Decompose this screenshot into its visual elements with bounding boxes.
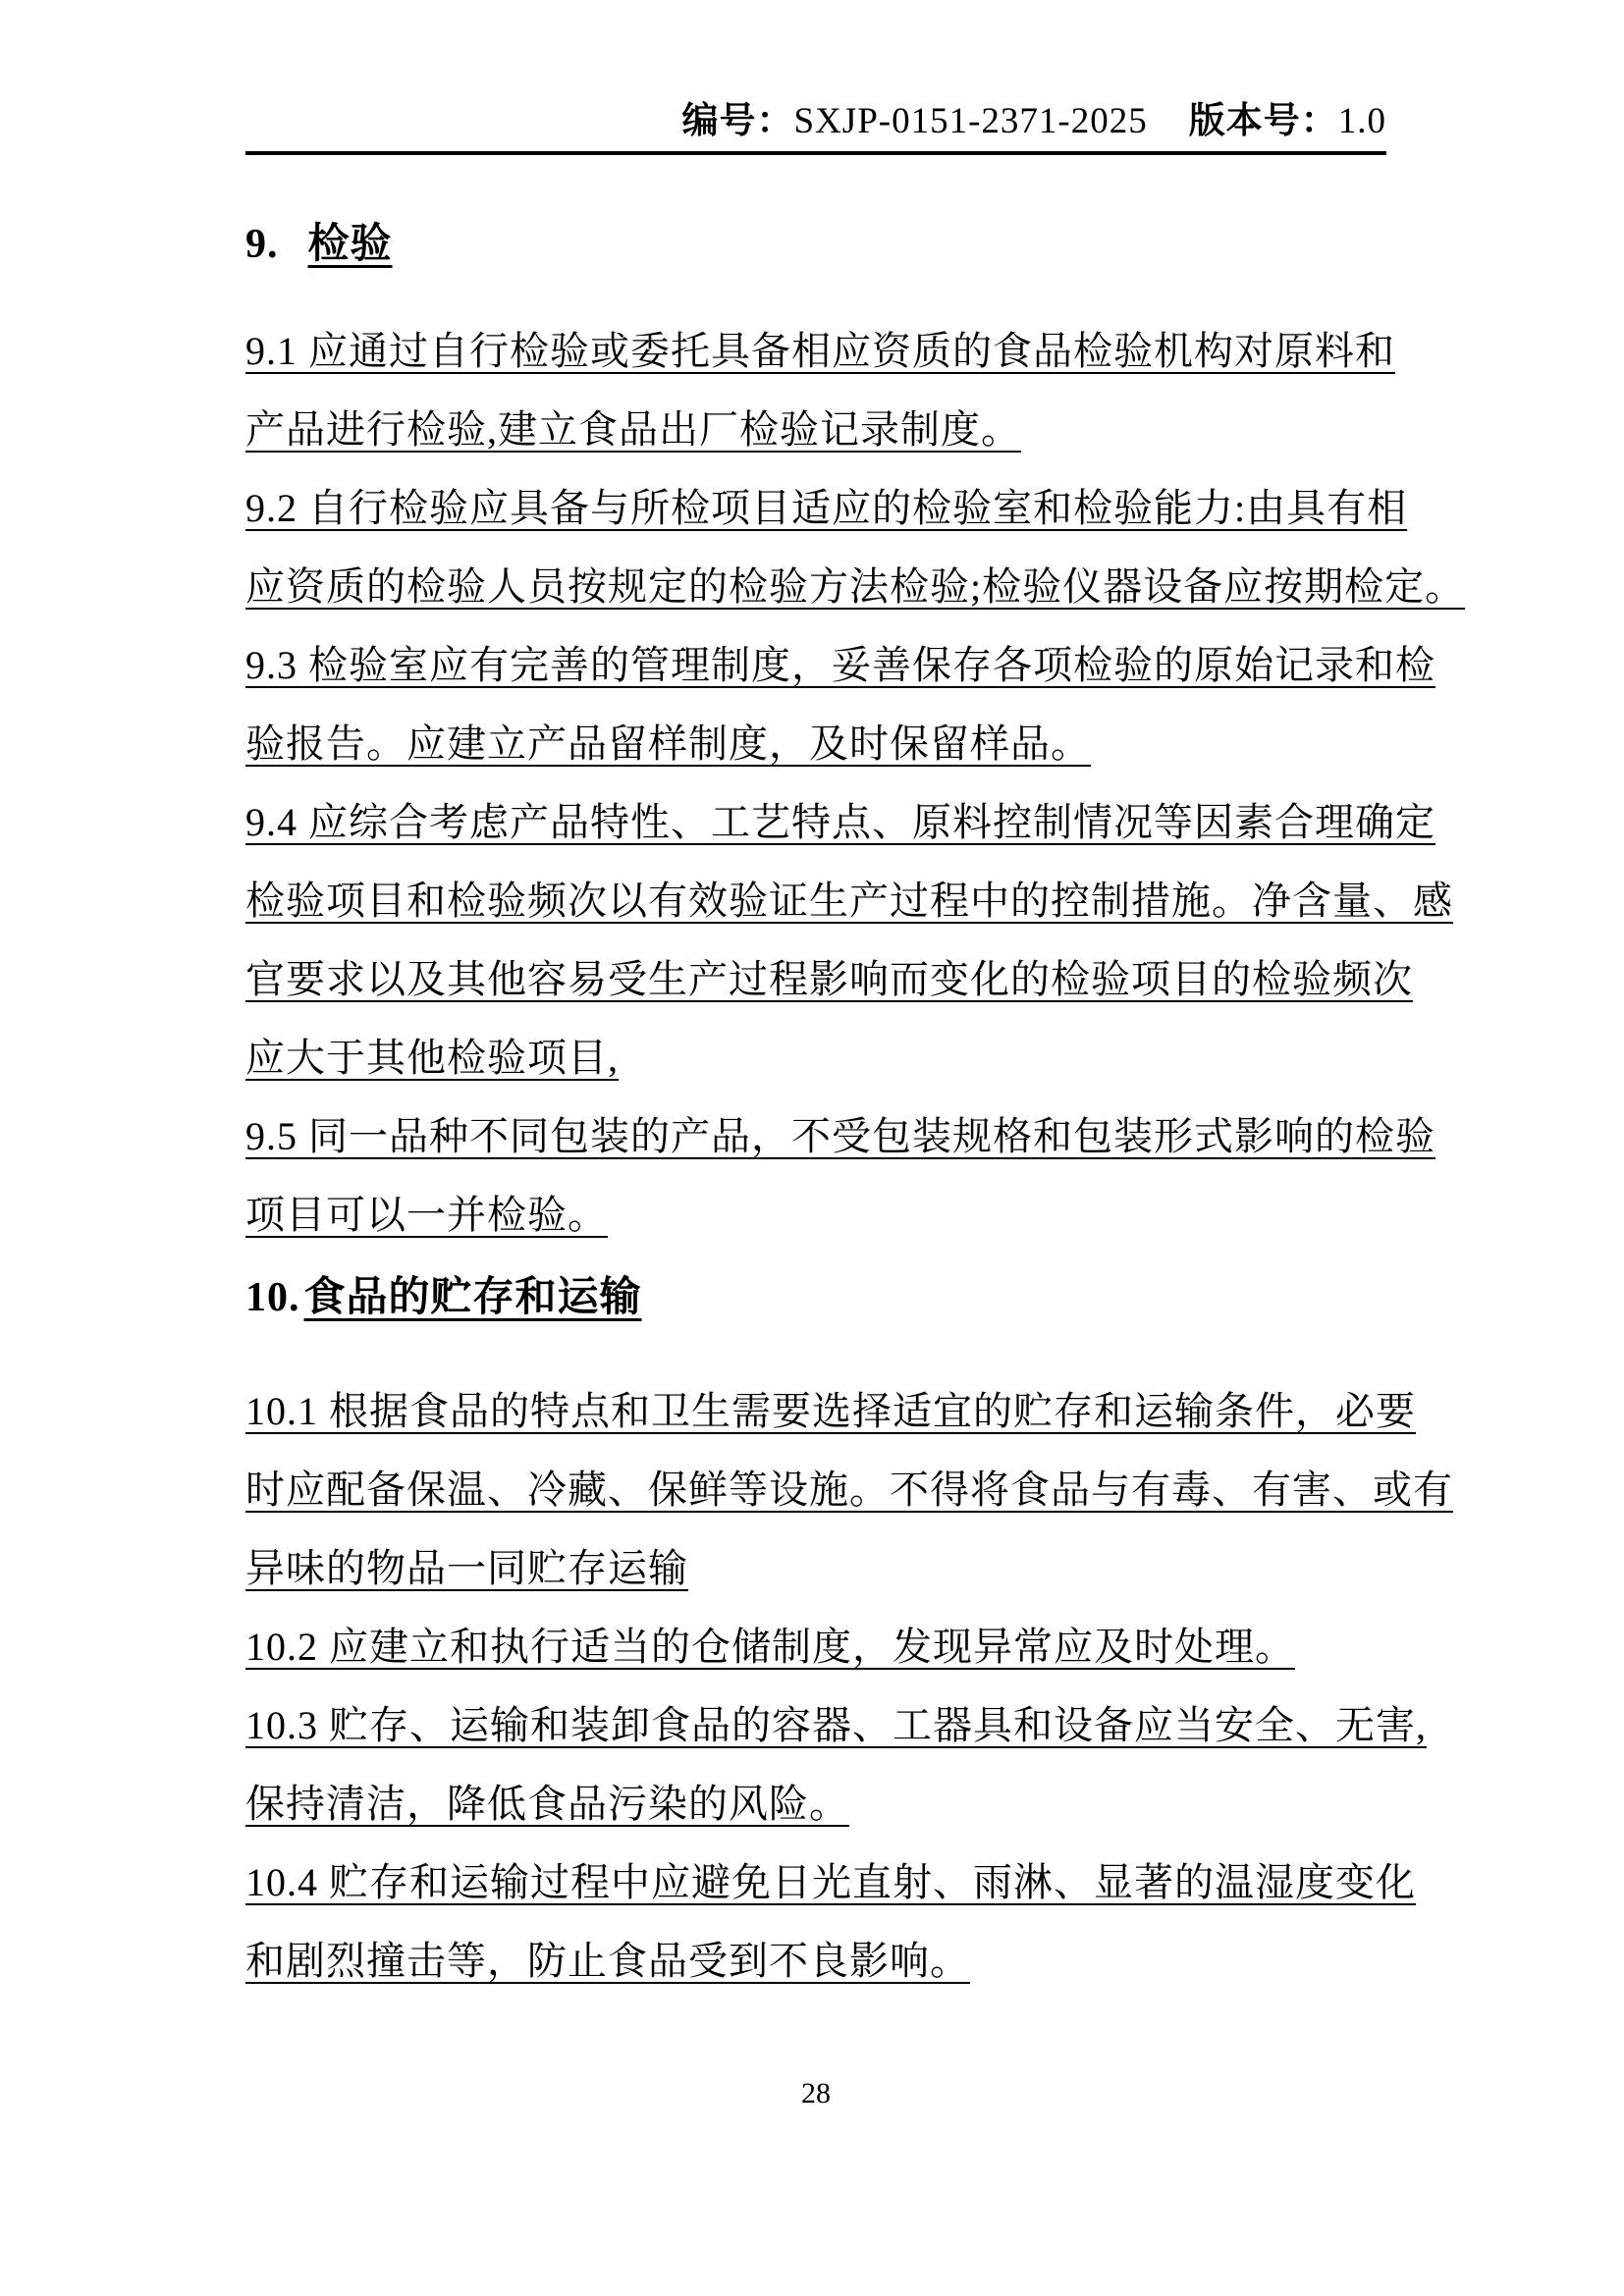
- section-9-title: 检验: [307, 222, 393, 267]
- paragraph-line: [245, 1097, 1435, 1176]
- line-text: 9.5 同一品种不同包装的产品，不受包装规格和包装形式影响的检验: [245, 1114, 1435, 1158]
- line-text: 保持清洁，降低食品污染的风险。: [245, 1782, 849, 1826]
- paragraph-line: [245, 940, 1413, 1019]
- paragraph-line: [245, 1608, 1386, 1686]
- paragraph-line: [245, 862, 1453, 940]
- doc-version-label: 版本号：: [1188, 101, 1338, 141]
- section-10-body: [245, 1372, 1453, 2001]
- line-text: 应大于其他检验项目,: [245, 1036, 619, 1080]
- paragraph-line: [245, 391, 1386, 469]
- paragraph-line: [245, 626, 1435, 705]
- paragraph-line: [245, 1765, 1386, 1843]
- line-text: 产品进行检验,建立食品出厂检验记录制度。: [245, 407, 1021, 452]
- line-text: 10.2 应建立和执行适当的仓储制度，发现异常应及时处理。: [245, 1625, 1295, 1669]
- line-text: 10.4 贮存和运输过程中应避免日光直射、雨淋、显著的温湿度变化: [245, 1860, 1416, 1904]
- line-text: 9.2 自行检验应具备与所检项目适应的检验室和检验能力:由具有相: [245, 486, 1408, 530]
- section-9-body: [245, 312, 1466, 1255]
- page-number: 28: [801, 2077, 831, 2109]
- paragraph-line: [245, 548, 1466, 626]
- paragraph-line: [245, 705, 1386, 783]
- line-text: 和剧烈撞击等，防止食品受到不良影响。: [245, 1939, 970, 1983]
- paragraph-line: [245, 312, 1395, 391]
- line-text: 官要求以及其他容易受生产过程影响而变化的检验项目的检验频次: [245, 957, 1413, 1001]
- line-text: 项目可以一并检验。: [245, 1193, 608, 1237]
- page-header: [245, 0, 1386, 155]
- content-column: [245, 0, 1466, 2113]
- section-10-title: 食品的贮存和运输: [303, 1275, 642, 1320]
- paragraph-line: [245, 1451, 1453, 1529]
- doc-code-label: 编号：: [681, 101, 794, 141]
- paragraph-line: [245, 469, 1408, 548]
- line-text: 异味的物品一同贮存运输: [245, 1546, 688, 1590]
- paragraph-line: [245, 1922, 1386, 2001]
- line-text: 应资质的检验人员按规定的检验方法检验;检验仪器设备应按期检定。: [245, 564, 1466, 609]
- paragraph-line: [245, 1529, 1386, 1608]
- paragraph-line: [245, 1176, 1386, 1255]
- paragraph-line: [245, 1372, 1416, 1451]
- line-text: 时应配备保温、冷藏、保鲜等设施。不得将食品与有毒、有害、或有: [245, 1468, 1453, 1512]
- section-10-number: 10.: [245, 1275, 300, 1320]
- paragraph-line: [245, 1686, 1427, 1765]
- paragraph-line: [245, 783, 1435, 862]
- line-text: 10.3 贮存、运输和装卸食品的容器、工器具和设备应当安全、无害,: [245, 1703, 1427, 1747]
- line-text: 验报告。应建立产品留样制度，及时保留样品。: [245, 721, 1091, 766]
- section-10-heading: [245, 1274, 1386, 1321]
- doc-version-value: 1.0: [1337, 101, 1386, 141]
- line-text: 9.3 检验室应有完善的管理制度，妥善保存各项检验的原始记录和检: [245, 643, 1435, 687]
- section-9-heading: [245, 221, 1386, 268]
- doc-code-value: SXJP-0151-2371-2025: [793, 101, 1148, 141]
- paragraph-line: [245, 1019, 1386, 1097]
- page-footer: [245, 2074, 1386, 2113]
- section-9-number: 9.: [245, 222, 279, 267]
- line-text: 9.4 应综合考虑产品特性、工艺特点、原料控制情况等因素合理确定: [245, 800, 1435, 844]
- line-text: 检验项目和检验频次以有效验证生产过程中的控制措施。净含量、感: [245, 879, 1453, 923]
- paragraph-line: [245, 1843, 1416, 1922]
- line-text: 9.1 应通过自行检验或委托具备相应资质的食品检验机构对原料和: [245, 329, 1395, 373]
- line-text: 10.1 根据食品的特点和卫生需要选择适宜的贮存和运输条件，必要: [245, 1389, 1416, 1433]
